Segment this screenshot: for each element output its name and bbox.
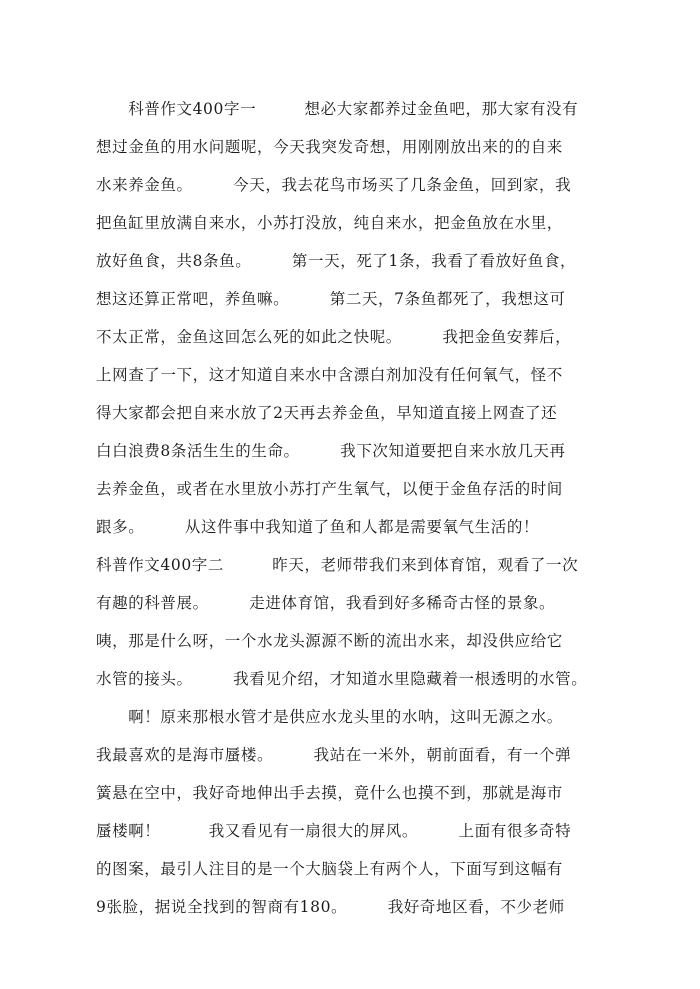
text-line: 把鱼缸里放满自来水，小苏打没放，纯自来水，把金鱼放在水里， bbox=[96, 214, 563, 232]
text-line: 咦，那是什么呀，一个水龙头源源不断的流出水来，却没供应给它 bbox=[96, 632, 563, 650]
text-line: 簧悬在空中，我好奇地伸出手去摸，竟什么也摸不到，那就是海市 bbox=[96, 784, 563, 802]
text-line: 有趣的科普展。 走进体育馆，我看到好多稀奇古怪的景象。 bbox=[96, 594, 556, 612]
text-line: 水来养金鱼。 今天，我去花鸟市场买了几条金鱼，回到家，我 bbox=[96, 176, 572, 194]
text-line: 蜃楼啊！ 我又看见有一扇很大的屏风。 上面有很多奇特 bbox=[96, 822, 572, 840]
text-line: 啊！原来那根水管才是供应水龙头里的水呐，这叫无源之水。 bbox=[96, 708, 563, 726]
text-line: 去养金鱼，或者在水里放小苏打产生氧气，以便于金鱼存活的时间 bbox=[96, 480, 563, 498]
text-line: 得大家都会把自来水放了2天再去养金鱼，早知道直接上网查了还 bbox=[96, 404, 558, 422]
text-line: 跟多。 从这件事中我知道了鱼和人都是需要氧气生活的！ bbox=[96, 518, 540, 536]
article-body bbox=[96, 90, 616, 926]
text-line: 想这还算正常吧，养鱼嘛。 第二天，7条鱼都死了，我想这可 bbox=[96, 290, 566, 308]
text-line: 白白浪费8条活生生的生命。 我下次知道要把自来水放几天再 bbox=[96, 442, 566, 460]
text-line: 科普作文400字二 昨天，老师带我们来到体育馆，观看了一次 bbox=[96, 556, 579, 574]
text-line: 水管的接头。 我看见介绍，才知道水里隐藏着一根透明的水管。 bbox=[96, 670, 588, 688]
text-line: 放好鱼食，共8条鱼。 第一天，死了1条，我看了看放好鱼食， bbox=[96, 252, 577, 270]
text-line: 想过金鱼的用水问题呢，今天我突发奇想，用刚刚放出来的的自来 bbox=[96, 138, 563, 156]
text-line: 9张脸，据说全找到的智商有180。 我好奇地区看，不少老师 bbox=[96, 898, 565, 916]
text-line: 的图案，最引人注目的是一个大脑袋上有两个人，下面写到这幅有 bbox=[96, 860, 563, 878]
text-line: 上网查了一下，这才知道自来水中含漂白剂加没有任何氧气，怪不 bbox=[96, 366, 563, 384]
text-line: 不太正常，金鱼这回怎么死的如此之快呢。 我把金鱼安葬后， bbox=[96, 328, 572, 346]
text-line: 我最喜欢的是海市蜃楼。 我站在一米外，朝前面看，有一个弹 bbox=[96, 746, 572, 764]
text-line: 科普作文400字一 想必大家都养过金鱼吧，那大家有没有 bbox=[96, 100, 579, 118]
